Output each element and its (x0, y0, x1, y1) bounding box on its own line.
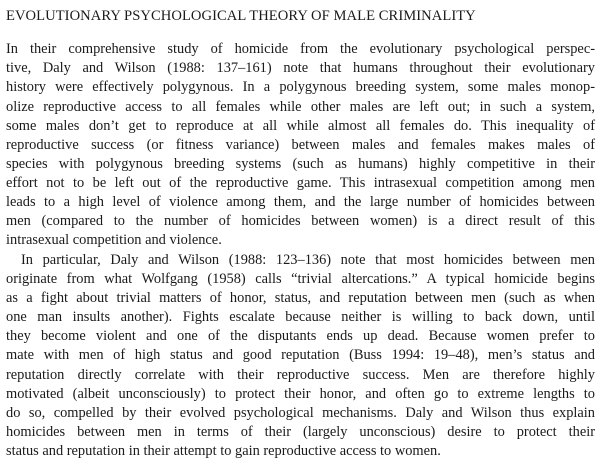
text-line: some males don’t get to reproduce at all while almost all females do. This inequality of (6, 118, 595, 134)
text-line: status and reputation in their attempt to gain reproductive access to women. (6, 443, 441, 459)
text-line: history were effectively polygynous. In a polygynous breeding system, some males monop- (6, 79, 595, 95)
section-heading: EVOLUTIONARY PSYCHOLOGICAL THEORY OF MALE CRIMINALITY (6, 8, 476, 24)
text-line: one man insults another). Fights escalate because neither is willing to back down, until (6, 309, 595, 325)
text-line: olize reproductive access to all females while other males are left out; in such a system, (6, 99, 595, 115)
text-line: species with polygynous breeding systems (such as humans) highly competitive in their (6, 156, 595, 172)
text-line: do so, compelled by their evolved psychological mechanisms. Daly and Wilson thus explain (6, 405, 595, 421)
text-line: reputation directly correlate with their reproductive success. Men are therefore highly (6, 367, 595, 383)
text-line: effort not to be left out of the reproductive game. This intrasexual competition among men (6, 175, 595, 191)
text-line: intrasexual competition and violence. (6, 232, 222, 248)
text-line: tive, Daly and Wilson (1988: 137–161) note that humans throughout their evolutionary (6, 60, 595, 76)
text-line: leads to a high level of violence among them, and the large number of homicides between (6, 194, 595, 210)
text-line: In their comprehensive study of homicide from the evolutionary psychological perspec- (6, 41, 595, 57)
text-line: reproductive success (or fitness variance) between males and females makes males of (6, 137, 595, 153)
text-line: as a fight about trivial matters of honor, status, and reputation between men (such as when (6, 290, 595, 306)
text-line: they become violent and one of the disputants ends up dead. Because women prefer to (6, 328, 595, 344)
text-line: men (compared to the number of homicides between women) is a direct result of this (6, 213, 595, 229)
text-line: originate from what Wolfgang (1958) calls “trivial altercations.” A typical homicide begins (6, 271, 595, 287)
text-line: In particular, Daly and Wilson (1988: 123–136) note that most homicides between men (21, 252, 595, 268)
text-line: motivated (albeit unconsciously) to protect their honor, and often go to extreme lengths to (6, 386, 595, 402)
text-line: homicides between men in terms of their (largely unconscious) desire to protect their (6, 424, 595, 440)
text-line: mate with men of high status and good reputation (Buss 1994: 19–48), men’s status and (6, 347, 595, 363)
